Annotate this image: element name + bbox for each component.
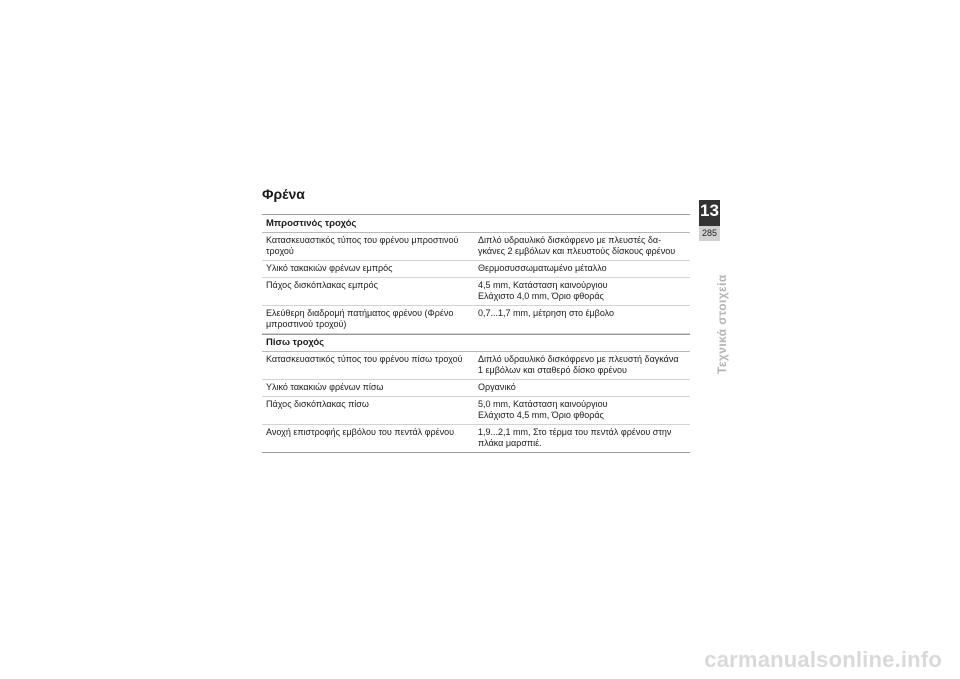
spec-label xyxy=(262,261,472,277)
spec-value xyxy=(472,380,690,396)
spec-label-line: Κατασκευαστικός τύπος του φρένου μπροστινού xyxy=(266,235,459,245)
group-heading: Πίσω τροχός xyxy=(262,334,690,352)
spec-value-line: Θερμοσυσσωματωμένο μέταλλο xyxy=(478,263,607,273)
spec-row xyxy=(262,352,690,380)
spec-value xyxy=(472,261,690,277)
spec-value-line: πλάκα μαρσπιέ. xyxy=(478,438,542,448)
chapter-number: 13 xyxy=(700,201,719,220)
spec-label-line: Ελεύθερη διαδρομή πατήματος φρένου (Φρένο xyxy=(266,308,454,318)
spec-value xyxy=(472,352,690,379)
title-divider xyxy=(262,214,690,215)
group-heading: Μπροστινός τροχός xyxy=(262,216,690,233)
spec-value xyxy=(472,397,690,424)
spec-label-line: τροχού xyxy=(266,246,294,256)
spec-row xyxy=(262,233,690,261)
section-title: Φρένα xyxy=(262,186,305,202)
spec-label xyxy=(262,306,472,333)
spec-value-line: Διπλό υδραυλικό δισκόφρενο με πλευστή δαγκάνα xyxy=(478,354,679,364)
spec-label xyxy=(262,397,472,424)
spec-value-line: Ελάχιστο 4,5 mm, Όριο φθοράς xyxy=(478,410,604,420)
spec-value xyxy=(472,278,690,305)
spec-label xyxy=(262,425,472,452)
spec-value-line: 1,9...2,1 mm, Στο τέρμα του πεντάλ φρένου στην xyxy=(478,427,672,437)
chapter-side-label xyxy=(697,250,729,380)
spec-label xyxy=(262,352,472,379)
spec-row xyxy=(262,425,690,453)
spec-value xyxy=(472,425,690,452)
chapter-label-text: Τεχνικά στοιχεία xyxy=(715,274,729,374)
spec-label-line: Πάχος δισκόπλακας πίσω xyxy=(266,399,369,409)
spec-label xyxy=(262,233,472,260)
spec-row xyxy=(262,278,690,306)
spec-row xyxy=(262,261,690,278)
spec-value-line: 0,7...1,7 mm, μέτρηση στο έμβολο xyxy=(478,308,615,318)
spec-label xyxy=(262,278,472,305)
spec-value-line: γκάνες 2 εμβόλων και πλευστούς δίσκους φρένου xyxy=(478,246,676,256)
spec-label-line: μπροστινού τροχού) xyxy=(266,319,347,329)
spec-label-line: Πάχος δισκόπλακας εμπρός xyxy=(266,280,378,290)
spec-row xyxy=(262,306,690,334)
spec-table xyxy=(262,216,690,453)
spec-value-line: Διπλό υδραυλικό δισκόφρενο με πλευστές δα- xyxy=(478,235,662,245)
spec-row xyxy=(262,380,690,397)
spec-value-line: 4,5 mm, Κατάσταση καινούργιου xyxy=(478,280,608,290)
watermark-text: carmanualsonline.info xyxy=(704,647,942,672)
spec-value xyxy=(472,306,690,333)
spec-label-line: Ανοχή επιστροφής εμβόλου του πεντάλ φρένου xyxy=(266,427,455,437)
page-number: 285 xyxy=(699,226,720,241)
spec-label-line: Κατασκευαστικός τύπος του φρένου πίσω τροχού xyxy=(266,354,463,364)
spec-value-line: Ελάχιστο 4,0 mm, Όριο φθοράς xyxy=(478,291,604,301)
spec-row xyxy=(262,397,690,425)
spec-value xyxy=(472,233,690,260)
spec-value-line: 5,0 mm, Κατάσταση καινούργιου xyxy=(478,399,608,409)
spec-label-line: Υλικό τακακιών φρένων πίσω xyxy=(266,382,384,392)
spec-value-line: Οργανικό xyxy=(478,382,516,392)
spec-value-line: 1 εμβόλων και σταθερό δίσκο φρένου xyxy=(478,365,627,375)
spec-label xyxy=(262,380,472,396)
spec-label-line: Υλικό τακακιών φρένων εμπρός xyxy=(266,263,393,273)
